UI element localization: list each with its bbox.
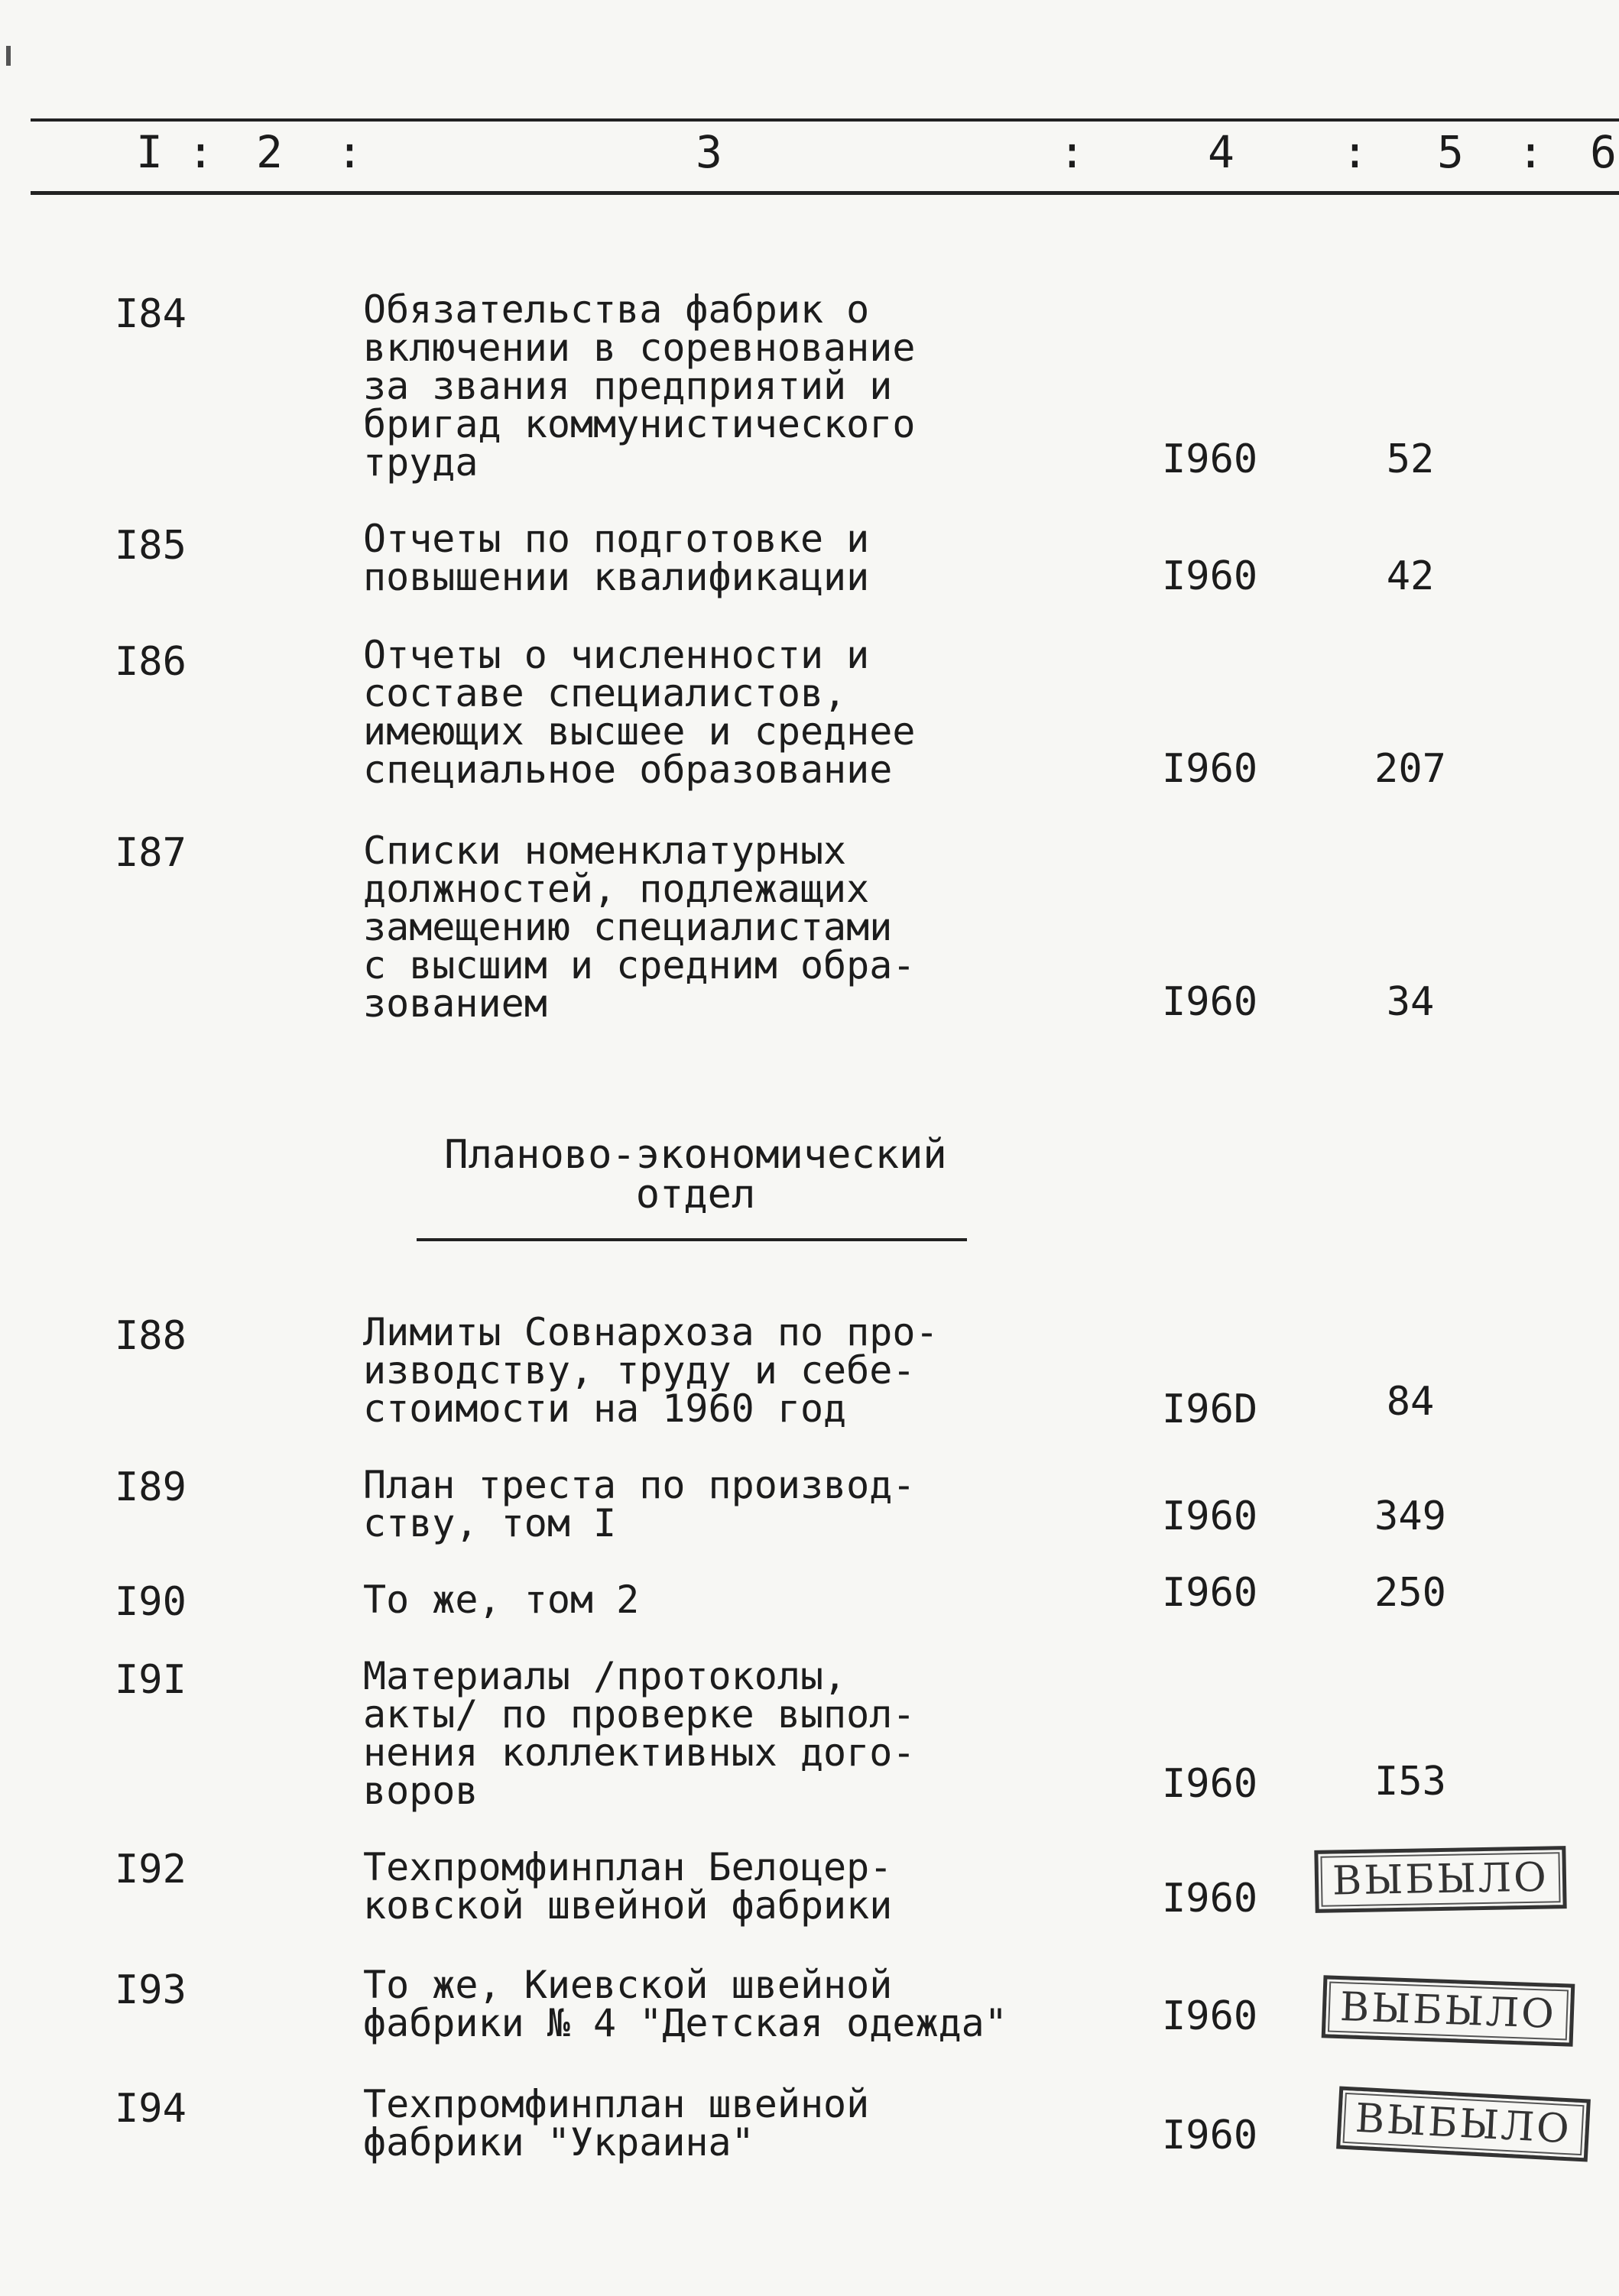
- row-pages: 250: [1374, 1570, 1446, 1616]
- row-description: Списки номенклатурных должностей, подлежащих замещению специалистами с высшим и средним обра- зованием: [363, 829, 916, 1026]
- row-number: I89: [115, 1464, 187, 1510]
- withdrawn-stamp: ВЫБЫЛО: [1314, 1846, 1566, 1913]
- header-col-5: 5: [1437, 126, 1464, 178]
- row-year: I960: [1162, 553, 1258, 599]
- header-col-2: 2: [256, 126, 283, 178]
- row-year: I96D: [1162, 1386, 1258, 1432]
- row-description: Отчеты по подготовке и повышении квалификации: [363, 517, 870, 599]
- row-number: I88: [115, 1313, 187, 1359]
- row-pages: 34: [1386, 979, 1435, 1025]
- row-number: I87: [115, 830, 187, 876]
- row-description: Техпромфинплан Белоцер- ковской швейной фабрики: [363, 1845, 893, 1928]
- row-year: I960: [1162, 1493, 1258, 1539]
- withdrawn-stamp: ВЫБЫЛО: [1322, 1975, 1575, 2046]
- row-pages: 84: [1386, 1379, 1435, 1425]
- row-description: Техпромфинплан швейной фабрики "Украина": [363, 2082, 870, 2165]
- header-sep: :: [1342, 126, 1368, 178]
- row-pages: I53: [1374, 1759, 1446, 1805]
- row-description: План треста по производ- ству, том I: [363, 1463, 916, 1545]
- row-number: I84: [115, 291, 187, 337]
- row-year: I960: [1162, 436, 1258, 482]
- row-pages: 207: [1374, 746, 1446, 792]
- header-col-4: 4: [1208, 126, 1235, 178]
- row-description: Лимиты Совнархоза по про- изводству, труду и себе- стоимости на 1960 год: [363, 1310, 939, 1431]
- row-number: I93: [115, 1967, 187, 2013]
- row-description: Отчеты о численности и составе специалистов, имеющих высшее и среднее специальное образование: [363, 633, 916, 792]
- header-sep: :: [1059, 126, 1085, 178]
- row-number: I94: [115, 2086, 187, 2132]
- row-description: Обязательства фабрик о включении в соревнование за звания предприятий и бригад коммунистического труда: [363, 287, 916, 485]
- row-year: I960: [1162, 1761, 1258, 1807]
- section-heading: Планово-экономический отдел: [444, 1132, 947, 1218]
- row-description: Материалы /протоколы, акты/ по проверке выпол- нения коллективных дого- воров: [363, 1654, 916, 1813]
- row-year: I960: [1162, 1876, 1258, 1921]
- header-sep: :: [336, 126, 363, 178]
- row-year: I960: [1162, 746, 1258, 792]
- row-year: I960: [1162, 1993, 1258, 2039]
- header-col-6: 6: [1590, 126, 1617, 178]
- row-pages: 42: [1386, 553, 1435, 599]
- margin-mark: [6, 46, 11, 66]
- row-year: I960: [1162, 979, 1258, 1025]
- header-col-1: I: [136, 126, 163, 178]
- row-year: I960: [1162, 1570, 1258, 1616]
- row-number: I92: [115, 1847, 187, 1892]
- row-number: I85: [115, 523, 187, 569]
- row-pages: 52: [1386, 436, 1435, 482]
- header-col-3: 3: [696, 126, 722, 178]
- row-number: I9I: [115, 1657, 187, 1703]
- row-year: I960: [1162, 2113, 1258, 2158]
- row-pages: 349: [1374, 1493, 1446, 1539]
- row-description: То же, том 2: [363, 1578, 640, 1622]
- header-bottom-rule: [31, 191, 1619, 195]
- row-number: I90: [115, 1579, 187, 1625]
- withdrawn-stamp: ВЫБЫЛО: [1336, 2086, 1591, 2161]
- header-sep: :: [187, 126, 214, 178]
- header-sep: :: [1517, 126, 1544, 178]
- header-top-rule: [31, 118, 1619, 122]
- section-underline: [417, 1238, 967, 1241]
- row-number: I86: [115, 639, 187, 685]
- row-description: То же, Киевской швейной фабрики № 4 "Детская одежда": [363, 1963, 1007, 2045]
